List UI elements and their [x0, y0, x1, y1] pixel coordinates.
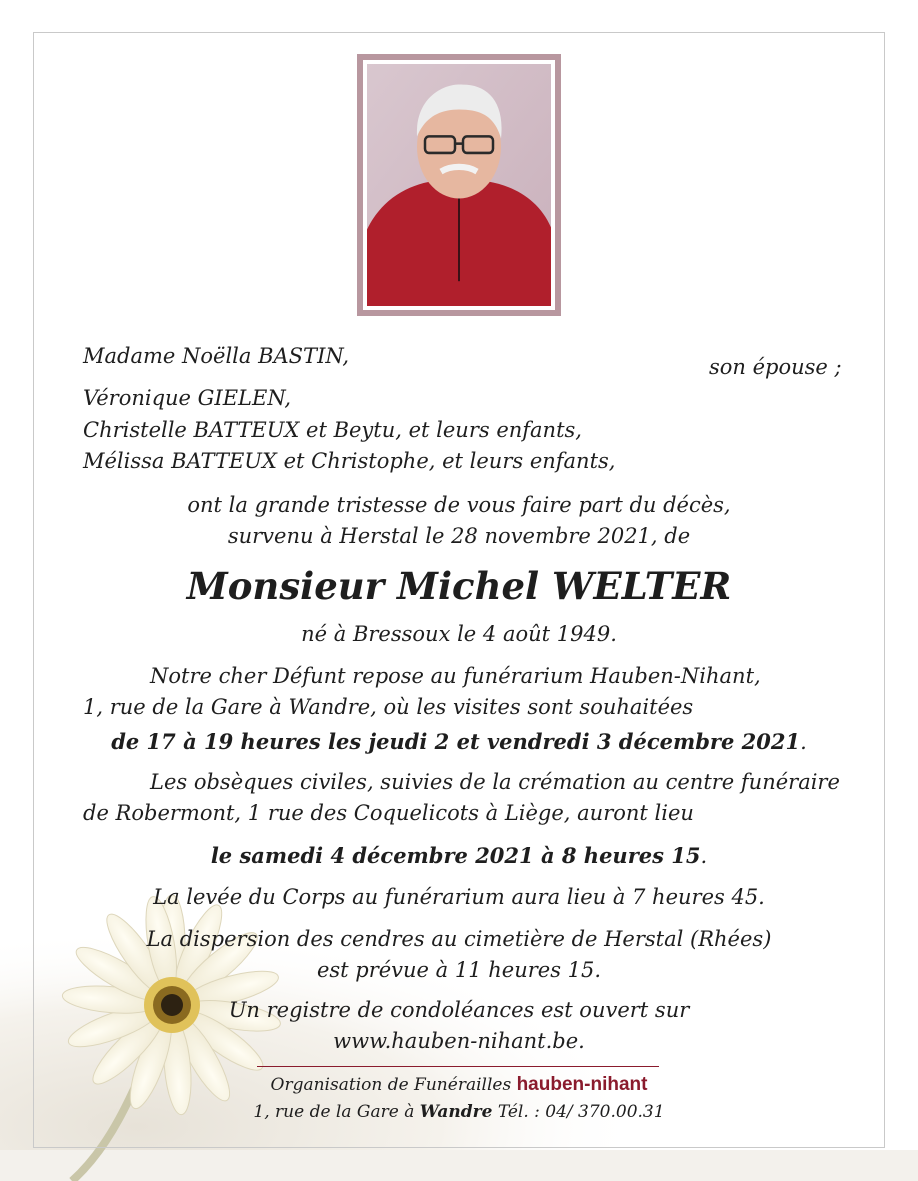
- funeral-date-period: .: [700, 844, 708, 868]
- divider: [257, 1066, 659, 1067]
- announcement-line: ont la grande tristesse de vous faire part du décès,: [187, 493, 731, 517]
- funeral-line: de Robermont, 1 rue des Coquelicots à Liège, auront lieu: [83, 801, 694, 825]
- family-member: Christelle BATTEUX et Beytu, et leurs enfants,: [83, 418, 582, 442]
- portrait-frame: [357, 54, 561, 316]
- organizer-address-start: 1, rue de la Gare à: [253, 1102, 420, 1122]
- organizer-town: Wandre: [419, 1102, 493, 1122]
- visitation-line: 1, rue de la Gare à Wandre, où les visites sont souhaitées: [83, 695, 694, 719]
- funeral-date-text: le samedi 4 décembre 2021 à 8 heures 15: [210, 843, 701, 868]
- organizer-address: [0, 1100, 918, 1124]
- organizer-prefix: Organisation de Funérailles: [270, 1075, 512, 1095]
- registry-url[interactable]: www.hauben-nihant.be.: [333, 1029, 585, 1053]
- family-member: Véronique GIELEN,: [83, 386, 292, 410]
- dispersion-info: est prévue à 11 heures 15.: [316, 958, 602, 982]
- dispersion-info: La dispersion des cendres au cimetière de Herstal (Rhées): [146, 927, 772, 951]
- family-member: Mélissa BATTEUX et Christophe, et leurs enfants,: [83, 449, 616, 473]
- visitation-schedule: [0, 726, 918, 758]
- spouse-name: Madame Noëlla BASTIN,: [83, 344, 350, 368]
- birth-info: né à Bressoux le 4 août 1949.: [301, 622, 617, 646]
- organizer-phone: Tél. : 04/ 370.00.31: [492, 1102, 665, 1122]
- organizer-brand-logo: hauben-nihant: [516, 1074, 648, 1095]
- funeral-date: [0, 840, 918, 872]
- funeral-line: Les obsèques civiles, suivies de la crémation au centre funéraire: [150, 770, 840, 794]
- organizer-line: [0, 1073, 918, 1097]
- registry-info: Un registre de condoléances est ouvert sur: [228, 998, 690, 1022]
- levee-info: La levée du Corps au funérarium aura lieu à 7 heures 45.: [153, 885, 765, 909]
- visitation-schedule-period: .: [800, 730, 807, 754]
- visitation-schedule-text: de 17 à 19 heures les jeudi 2 et vendredi 3 décembre 2021: [111, 729, 801, 754]
- deceased-name: Monsieur Michel WELTER: [186, 564, 732, 608]
- visitation-line: Notre cher Défunt repose au funérarium Hauben-Nihant,: [150, 664, 761, 688]
- announcement-line: survenu à Herstal le 28 novembre 2021, de: [227, 524, 691, 548]
- spouse-relation: son épouse ;: [709, 355, 842, 379]
- portrait-photo: [367, 64, 551, 306]
